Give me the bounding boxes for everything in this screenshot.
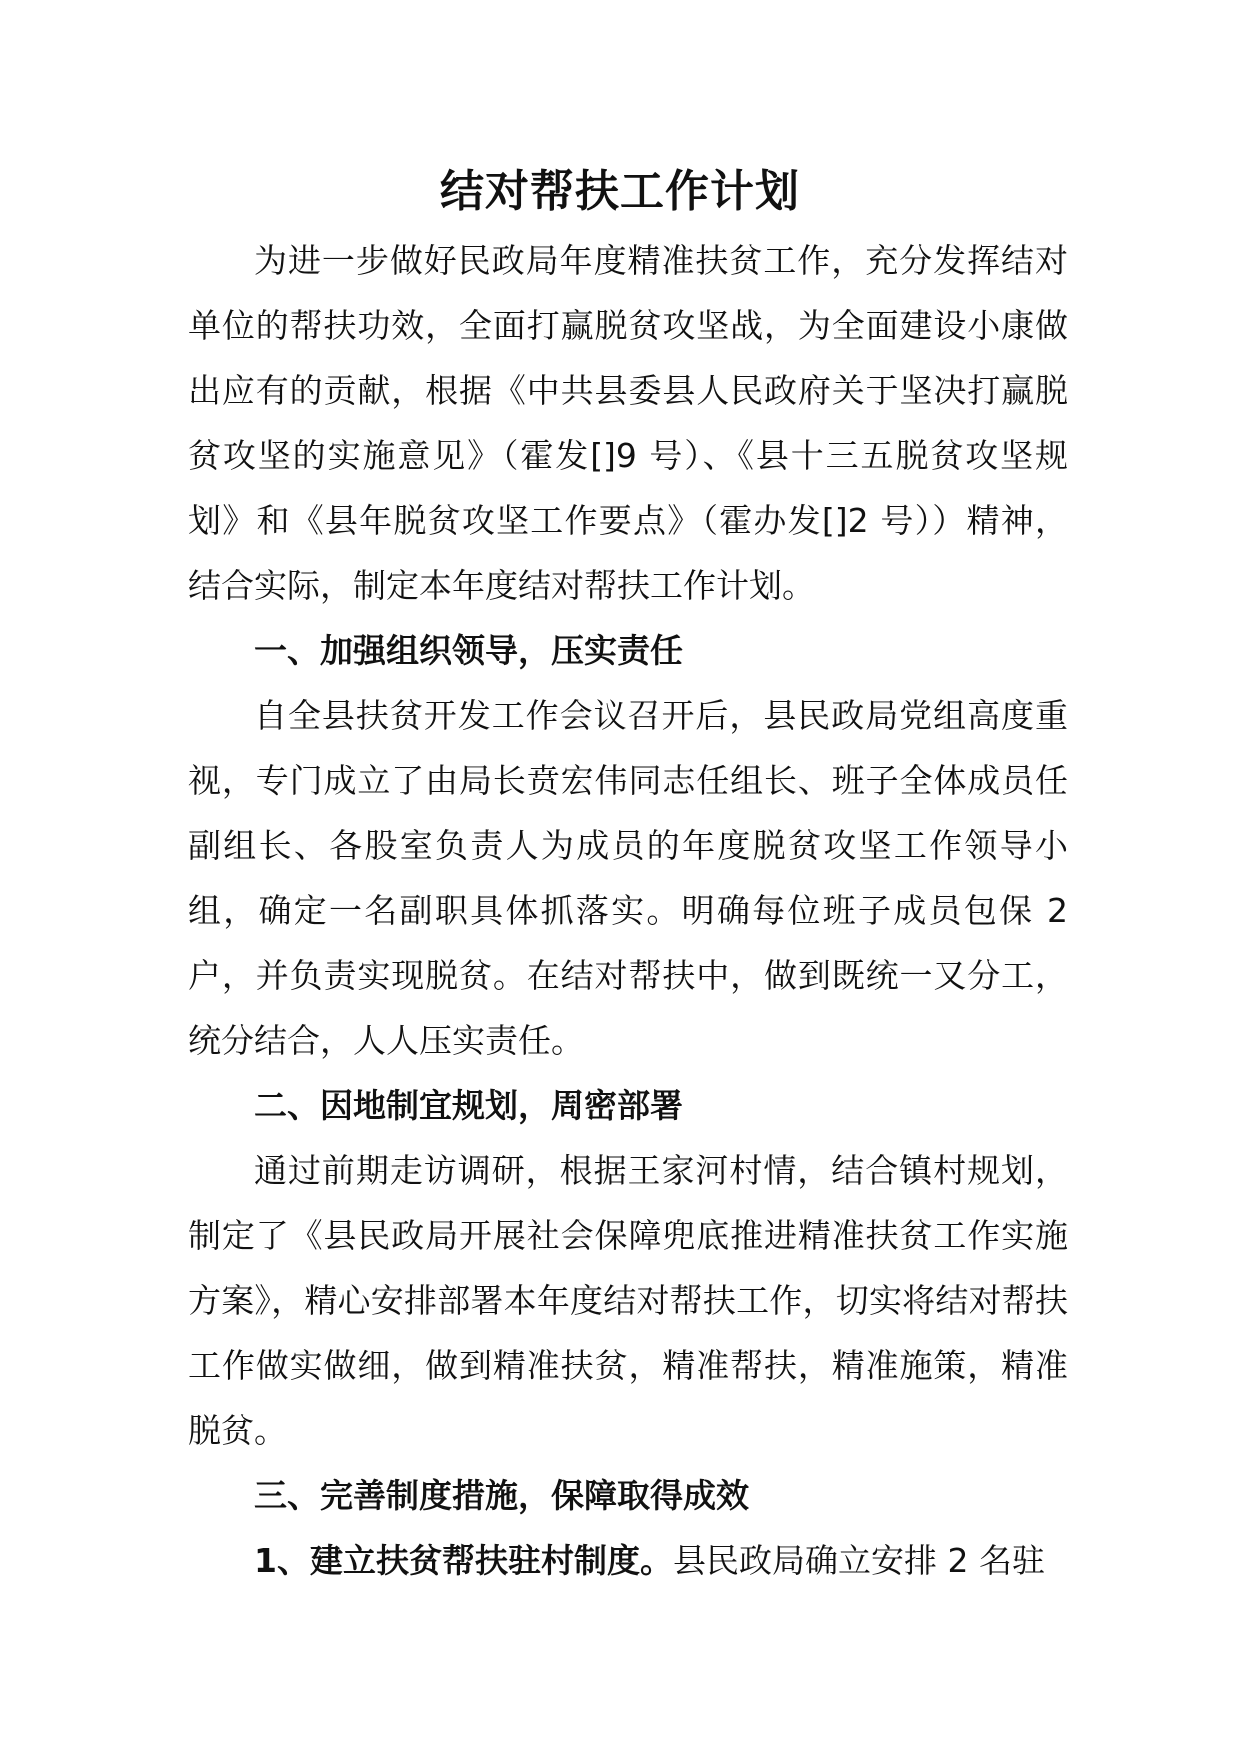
section-2-paragraph: 通过前期走访调研，根据王家河村情，结合镇村规划，制定了《县民政局开展社会保障兜底推进精准扶贫工作实施方案》，精心安排部署本年度结对帮扶工作，切实将结对帮扶工作做实做细，做到精准扶贫，精准帮扶，精准施策，精准脱贫。 (188, 1151, 1068, 1450)
section-heading-3: 三、完善制度措施，保障取得成效 (254, 1476, 749, 1515)
item-1-lead: 1、建立扶贫帮扶驻村制度。 (254, 1541, 673, 1580)
item-1-paragraph (188, 1528, 1068, 1593)
intro-paragraph: 为进一步做好民政局年度精准扶贫工作，充分发挥结对单位的帮扶功效，全面打赢脱贫攻坚战，为全面建设小康做出应有的贡献，根据《中共县委县人民政府关于坚决打赢脱贫攻坚的实施意见》（霍发[]9 号）、《县十三五脱贫攻坚规划》和《县年脱贫攻坚工作要点》（霍办发[]2 号））精神，结合实际，制定本年度结对帮扶工作计划。 (188, 241, 1068, 605)
document-title: 结对帮扶工作计划 (440, 166, 800, 217)
section-heading-2: 二、因地制宜规划，周密部署 (254, 1086, 683, 1125)
section-heading-1: 一、加强组织领导，压实责任 (254, 631, 683, 670)
section-1-paragraph: 自全县扶贫开发工作会议召开后，县民政局党组高度重视，专门成立了由局长贲宏伟同志任组长、班子全体成员任副组长、各股室负责人为成员的年度脱贫攻坚工作领导小组，确定一名副职具体抓落实。明确每位班子成员包保 2 户，并负责实现脱贫。在结对帮扶中，做到既统一又分工，统分结合，人人压实责任。 (188, 696, 1068, 1060)
item-1-body: 县民政局确立安排 2 名驻 (672, 1541, 1045, 1580)
document-body (188, 228, 1068, 1593)
